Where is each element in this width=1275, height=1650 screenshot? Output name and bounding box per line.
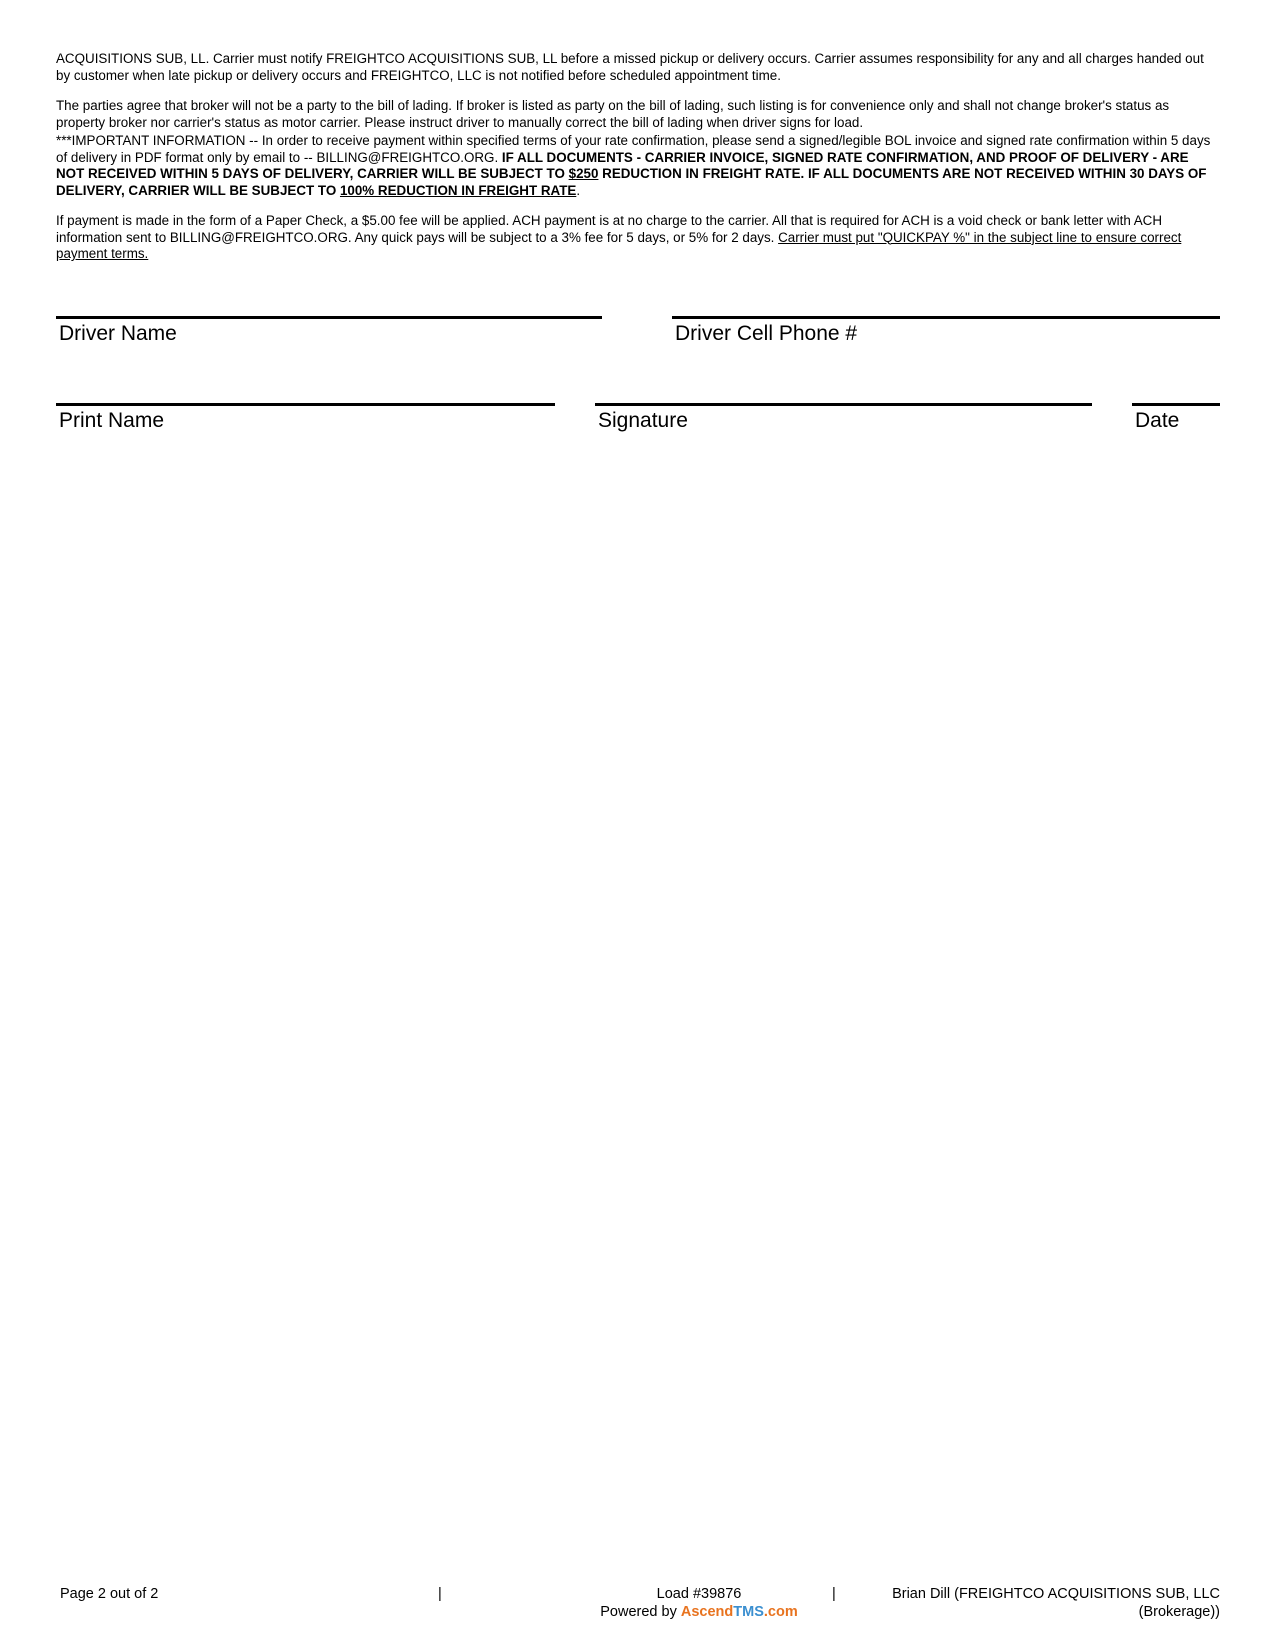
footer-separator-left: | — [438, 1586, 442, 1602]
driver-name-field[interactable] — [56, 316, 602, 347]
signature-field[interactable] — [595, 403, 1092, 434]
agent-name: Brian Dill (FREIGHTCO ACQUISITIONS SUB, LLC (Brokerage)) — [892, 1586, 1220, 1620]
date-field[interactable] — [1132, 403, 1220, 434]
ascendtms-logo: AscendTMS.com — [680, 1604, 798, 1620]
load-number: Load #39876 — [656, 1586, 742, 1602]
notification-paragraph: ACQUISITIONS SUB, LL. Carrier must notify FREIGHTCO ACQUISITIONS SUB, LL before a missed pickup or delivery occurs. Carrier assumes responsibility for any and all charges handed out by customer when late pickup or delivery occurs and FREIGHTCO, LLC is not notified before scheduled appointment time. — [56, 51, 1204, 83]
payment-method-paragraph — [56, 213, 1220, 263]
footer-separator-right: | — [832, 1586, 836, 1602]
signature-label: Signature — [598, 409, 688, 432]
print-name-field[interactable] — [56, 403, 555, 434]
terms-text-block — [56, 51, 1220, 263]
driver-cell-phone-label: Driver Cell Phone # — [675, 322, 858, 345]
page-number: Page 2 out of 2 — [60, 1586, 159, 1602]
important-info-bold-1: IF ALL DOCUMENTS - CARRIER INVOICE, SIGNED RATE CONFIRMATION, AND PROOF OF DELIVERY - ARE NOT RECEIVED WITHIN 5 DAYS OF DELIVERY, CARRIER WILL BE SUBJECT TO — [56, 149, 1189, 181]
footer-center — [480, 1585, 918, 1621]
driver-name-label: Driver Name — [59, 322, 177, 345]
driver-info-row — [56, 316, 1220, 347]
important-info-text: ***IMPORTANT INFORMATION -- In order to receive payment within specified terms of your rate confirmation, please send a signed/legible BOL invoice and signed rate confirmation within 5 days of delivery in PDF format only by email to -- BILLING@FREIGHTCO.ORG. — [56, 133, 1211, 165]
signature-row — [56, 403, 1220, 434]
powered-by-line — [480, 1603, 918, 1621]
important-information-paragraph — [56, 133, 1220, 199]
important-info-end: . — [576, 182, 581, 198]
driver-cell-phone-field[interactable] — [672, 316, 1220, 347]
full-reduction-text: 100% REDUCTION IN FREIGHT RATE — [339, 182, 577, 198]
reduction-amount: $250 — [568, 166, 599, 181]
payment-method-text: If payment is made in the form of a Paper Check, a $5.00 fee will be applied. ACH payment is at no charge to the carrier. All that is required for ACH is a void check or bank letter with ACH information sent to BILLING@FREIGHTCO.ORG. Any quick pays will be subject to a 3% fee for 5 days, or 5% for 2 days. — [56, 213, 1163, 245]
print-name-label: Print Name — [59, 409, 165, 432]
powered-by-text: Powered by — [600, 1604, 677, 1620]
bill-of-lading-paragraph: The parties agree that broker will not be a party to the bill of lading. If broker is listed as party on the bill of lading, such listing is for convenience only and shall not change broker's status as property broker nor carrier's status as motor carrier. Please instruct driver to manually correct the bill of lading when driver signs for load. — [56, 98, 1170, 130]
page-footer — [60, 1585, 1220, 1625]
quickpay-instruction: Carrier must put "QUICKPAY %" in the subject line to ensure correct payment terms. — [56, 229, 1182, 261]
date-label: Date — [1135, 409, 1180, 432]
important-info-bold-2: REDUCTION IN FREIGHT RATE. IF ALL DOCUMENTS ARE NOT RECEIVED WITHIN 30 DAYS OF DELIVERY, CARRIER WILL BE SUBJECT TO — [56, 166, 1207, 198]
